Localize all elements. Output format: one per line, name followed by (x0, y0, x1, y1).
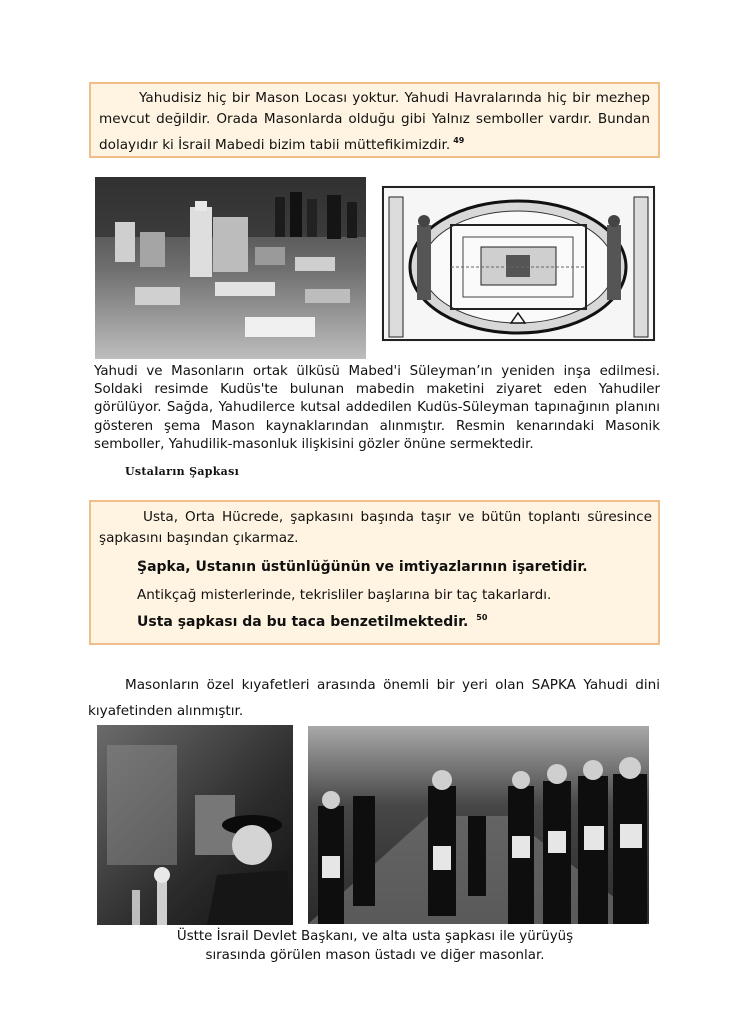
quote-2-line-3: Antikçağ misterlerinde, tekrisliler başlarına bir taç takarlardı. (137, 587, 552, 603)
photo-temple-plan (381, 185, 656, 342)
body-paragraph: Masonların özel kıyafetleri arasında önemli bir yeri olan SAPKA Yahudi dini kıyafetinden alınmıştır. (88, 677, 660, 719)
quote-2-line-1: Usta, Orta Hücrede, şapkasını başında taşır ve bütün toplantı süresince şapkasını başından çıkarmaz. (99, 509, 652, 546)
photo-procession (308, 726, 649, 924)
quote-2-line-4: Usta şapkası da bu taca benzetilmektedir. $^{50}$ (137, 613, 488, 630)
temple-plan-image (381, 185, 656, 342)
procession-image (308, 726, 649, 924)
quote-box-1 (89, 82, 660, 158)
caption-1: Yahudi ve Masonların ortak ülküsü Mabed'i Süleyman’ın yeniden inşa edilmesi. Soldaki resimde Kudüs'te bulunan mabedin maketini ziyaret eden Yahudiler görülüyor. Sağda, Yahudilerce kutsal addedilen Kudüs-Süleyman tapınağının planını gösteren şema Mason kaynaklarından alınmıştır. Resmin kenarındaki Masonik semboller, Yahudilik-masonluk ilişkisini gözler önüne sermektedir. (94, 364, 660, 452)
footnote-49: 49 (453, 136, 465, 145)
footnote-50: 50 (476, 613, 488, 622)
temple-model-image (95, 177, 366, 359)
quote-box-2 (89, 500, 660, 645)
quote-2-line-2: Şapka, Ustanın üstünlüğünün ve imtiyazlarının işaretidir. (137, 559, 588, 575)
photo-president (97, 725, 293, 925)
caption-2 (150, 928, 600, 965)
section-heading: Ustaların Şapkası (125, 465, 240, 478)
quote-1-text: Yahudisiz hiç bir Mason Locası yoktur. Yahudi Havralarında hiç bir mezhep mevcut değildir. Orada Masonlarda olduğu gibi Yalnız semboller vardır. Bundan dolayıdır ki İsrail Mabedi bizim tabii müttefikimizdir. $^{49}$ (99, 90, 650, 153)
photo-temple-model (95, 177, 366, 359)
caption-2-line-1: Üstte İsrail Devlet Başkanı, ve alta usta şapkası ile yürüyüş (176, 929, 574, 944)
president-image (97, 725, 293, 925)
caption-2-line-2: sırasında görülen mason üstadı ve diğer masonlar. (205, 947, 545, 963)
